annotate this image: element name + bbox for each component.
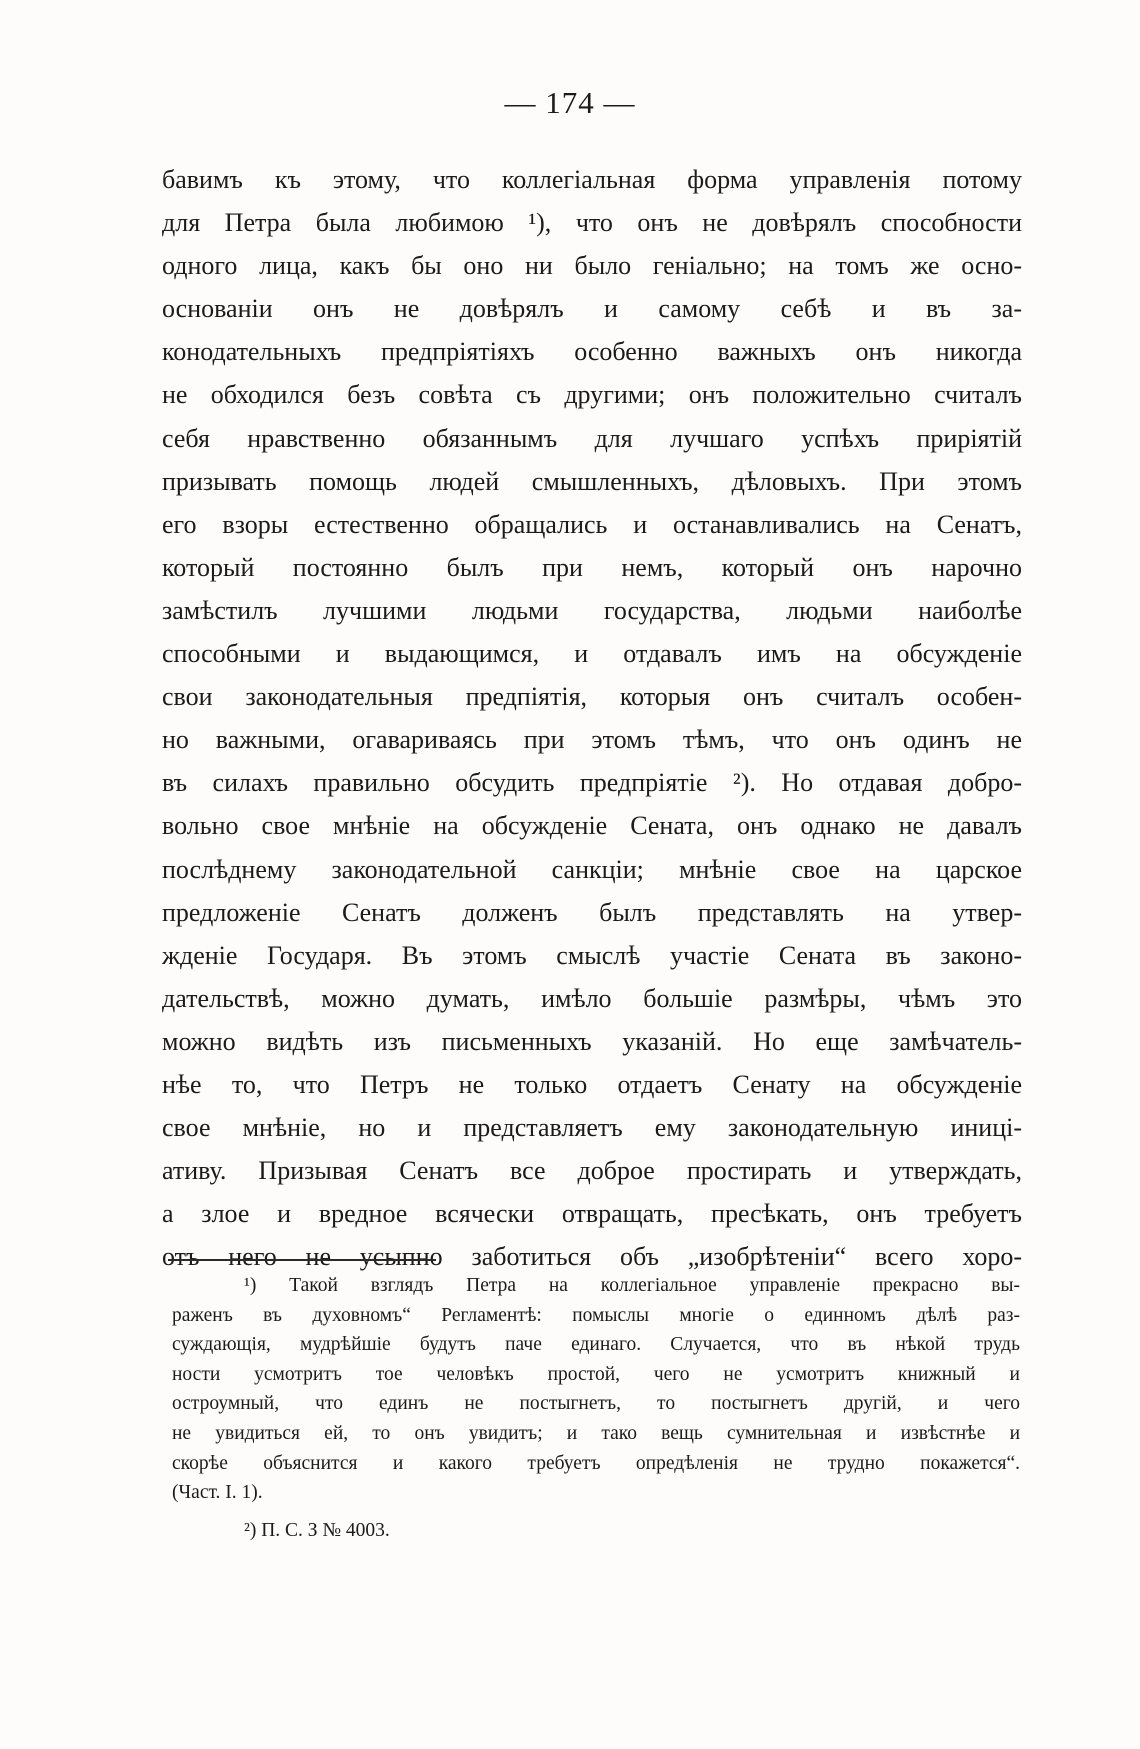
text-line: но важными, огавариваясь при этомъ тѣмъ, что онъ одинъ не — [162, 725, 1022, 755]
footnote-line: раженъ въ духовномъ“ Регламентѣ: помыслы многіе о единномъ дѣлѣ раз- — [172, 1304, 1020, 1326]
footnote-line: скорѣе объяснится и какого требуетъ опредѣленія не трудно покажется“. — [172, 1452, 1020, 1474]
main-text — [162, 158, 1022, 1278]
text-line: можно видѣть изъ письменныхъ указаній. Но еще замѣчатель- — [162, 1026, 1022, 1056]
text-line: предложеніе Сенатъ долженъ былъ представлять на утвер- — [162, 897, 1022, 927]
text-line: нѣе то, что Петръ не только отдаетъ Сенату на обсужденіе — [162, 1069, 1022, 1099]
footnote-divider — [168, 1259, 436, 1261]
text-line: который постоянно былъ при немъ, который онъ нарочно — [162, 552, 1022, 582]
page-number: — 174 — — [504, 85, 636, 120]
text-line: бавимъ къ этому, что коллегіальная форма управленія потому — [162, 165, 1022, 194]
text-line: одного лица, какъ бы оно ни было геніально; на томъ же осно- — [162, 251, 1022, 281]
text-line: его взоры естественно обращались и останавливались на Сенатъ, — [162, 509, 1022, 539]
footnote-line: остроумный, что единъ не постыгнетъ, то постыгнетъ другій, и чего — [172, 1393, 1020, 1415]
footnote-line: ¹) Такой взглядъ Петра на коллегіальное управленіе прекрасно вы- — [244, 1275, 1020, 1296]
text-line: ативу. Призывая Сенатъ все доброе простирать и утверждать, — [162, 1156, 1022, 1186]
text-line: призывать помощь людей смышленныхъ, дѣловыхъ. При этомъ — [162, 466, 1022, 496]
text-line: а злое и вредное всячески отвращать, пресѣкать, онъ требуетъ — [162, 1199, 1022, 1229]
text-line: замѣстилъ лучшими людьми государства, людьми наиболѣе — [162, 595, 1022, 625]
text-line: для Петра была любимою ¹), что онъ не довѣрялъ способности — [162, 208, 1022, 238]
text-line: свое мнѣніе, но и представляетъ ему законодательную иниці- — [162, 1113, 1022, 1143]
text-line: дательствѣ, можно думать, имѣло большіе размѣры, чѣмъ это — [162, 983, 1022, 1013]
footnote-line: (Част. I. 1). — [172, 1482, 263, 1504]
footnote-line: не увидиться ей, то онъ увидитъ; и тако вещь сумнительная и извѣстнѣе и — [172, 1422, 1020, 1444]
text-line: въ силахъ правильно обсудить предпріятіе ²). Но отдавая добро- — [162, 768, 1022, 798]
footnote-2: ²) П. С. З № 4003. — [244, 1519, 390, 1541]
text-line: себя нравственно обязаннымъ для лучшаго успѣхъ приріятій — [162, 423, 1022, 453]
text-line: способными и выдающимся, и отдавалъ имъ на обсужденіе — [162, 639, 1022, 669]
text-line: жденіе Государя. Въ этомъ смыслѣ участіе Сената въ законо- — [162, 940, 1022, 970]
text-line: не обходился безъ совѣта съ другими; онъ положительно считалъ — [162, 380, 1022, 410]
footnote-line: суждающія, мудрѣйшіе будутъ паче единаго. Случается, что въ нѣкой трудь — [172, 1334, 1020, 1356]
text-line: конодательныхъ предпріятіяхъ особенно важныхъ онъ никогда — [162, 337, 1022, 367]
text-line: послѣднему законодательной санкціи; мнѣніе свое на царское — [162, 854, 1022, 884]
text-line: отъ него не усыпно заботиться объ „изобрѣтеніи“ всего хоро- — [162, 1242, 1022, 1272]
footnote-line: ности усмотритъ тое человѣкъ простой, чего не усмотритъ книжный и — [172, 1363, 1020, 1385]
text-line: свои законодательныя предпіятія, которыя онъ считалъ особен- — [162, 682, 1022, 712]
text-line: основаніи онъ не довѣрялъ и самому себѣ и въ за- — [162, 294, 1022, 324]
footnotes — [172, 1271, 1020, 1545]
text-line: вольно свое мнѣніе на обсужденіе Сената, онъ однако не давалъ — [162, 811, 1022, 841]
